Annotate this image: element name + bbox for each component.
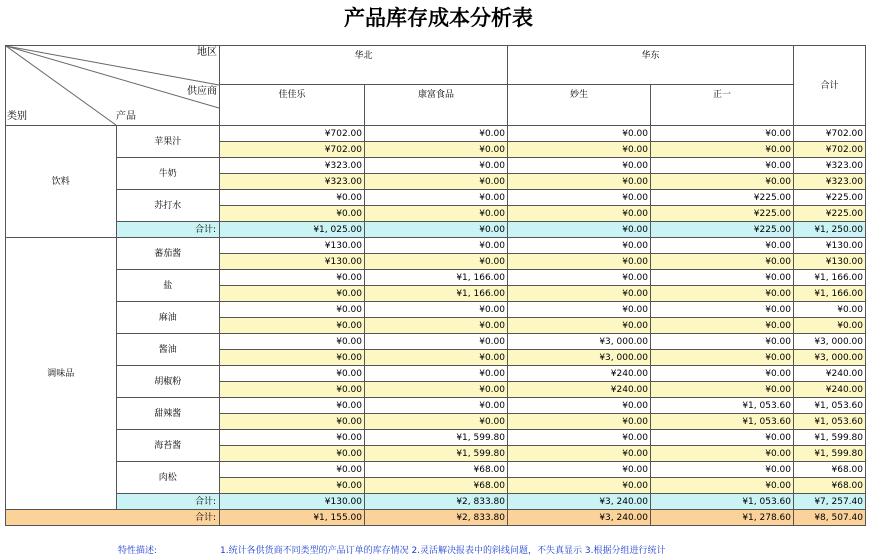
value-cell: ¥0.00 bbox=[220, 382, 365, 398]
value-cell: ¥0.00 bbox=[365, 142, 508, 158]
product-cell: 苏打水 bbox=[116, 190, 219, 222]
value-cell: ¥0.00 bbox=[651, 462, 794, 478]
notes-label: 特性描述: bbox=[118, 546, 158, 556]
inventory-cost-table bbox=[5, 45, 866, 526]
subtotal-value: ¥1, 053.60 bbox=[651, 494, 794, 510]
value-cell: ¥0.00 bbox=[508, 478, 651, 494]
product-cell: 胡椒粉 bbox=[116, 366, 219, 398]
table-row bbox=[6, 430, 866, 446]
table-row bbox=[6, 126, 866, 142]
value-cell: ¥3, 000.00 bbox=[508, 334, 651, 350]
table-row bbox=[6, 238, 866, 254]
subtotal-row bbox=[6, 222, 866, 238]
value-cell: ¥0.00 bbox=[365, 414, 508, 430]
value-cell: ¥0.00 bbox=[651, 142, 794, 158]
table-row bbox=[6, 366, 866, 382]
value-cell: ¥1, 053.60 bbox=[794, 414, 866, 430]
value-cell: ¥0.00 bbox=[220, 398, 365, 414]
product-cell: 麻油 bbox=[116, 302, 219, 334]
value-cell: ¥1, 053.60 bbox=[651, 398, 794, 414]
value-cell: ¥130.00 bbox=[794, 254, 866, 270]
value-cell: ¥0.00 bbox=[508, 126, 651, 142]
value-cell: ¥68.00 bbox=[365, 478, 508, 494]
value-cell: ¥225.00 bbox=[651, 206, 794, 222]
value-cell: ¥1, 599.80 bbox=[794, 446, 866, 462]
supplier-header: 正一 bbox=[651, 85, 794, 126]
corner-supplier-label: 供应商 bbox=[187, 86, 217, 97]
value-cell: ¥0.00 bbox=[651, 286, 794, 302]
value-cell: ¥240.00 bbox=[794, 366, 866, 382]
grand-total-value: ¥3, 240.00 bbox=[508, 510, 651, 526]
table-row bbox=[6, 334, 866, 350]
value-cell: ¥0.00 bbox=[365, 254, 508, 270]
value-cell: ¥3, 000.00 bbox=[794, 350, 866, 366]
value-cell: ¥0.00 bbox=[651, 350, 794, 366]
category-cell: 调味品 bbox=[6, 238, 117, 510]
value-cell: ¥1, 599.80 bbox=[794, 430, 866, 446]
table-row bbox=[6, 270, 866, 286]
notes-text: 1.统计各供货商不同类型的产品订单的库存情况 2.灵活解决报表中的斜线问题，不失真显示 3.根据分组进行统计 bbox=[220, 546, 666, 556]
value-cell: ¥0.00 bbox=[365, 158, 508, 174]
subtotal-value: ¥3, 240.00 bbox=[508, 494, 651, 510]
subtotal-label: 合计: bbox=[116, 222, 219, 238]
product-cell: 苹果汁 bbox=[116, 126, 219, 158]
value-cell: ¥1, 053.60 bbox=[794, 398, 866, 414]
value-cell: ¥0.00 bbox=[651, 302, 794, 318]
value-cell: ¥68.00 bbox=[794, 478, 866, 494]
value-cell: ¥0.00 bbox=[651, 318, 794, 334]
value-cell: ¥0.00 bbox=[220, 334, 365, 350]
value-cell: ¥1, 599.80 bbox=[365, 430, 508, 446]
value-cell: ¥0.00 bbox=[508, 254, 651, 270]
product-cell: 海苔酱 bbox=[116, 430, 219, 462]
value-cell: ¥0.00 bbox=[220, 206, 365, 222]
value-cell: ¥3, 000.00 bbox=[508, 350, 651, 366]
value-cell: ¥1, 166.00 bbox=[794, 286, 866, 302]
value-cell: ¥0.00 bbox=[365, 190, 508, 206]
value-cell: ¥0.00 bbox=[220, 462, 365, 478]
grand-total-row bbox=[6, 510, 866, 526]
value-cell: ¥0.00 bbox=[651, 126, 794, 142]
value-cell: ¥240.00 bbox=[794, 382, 866, 398]
supplier-header: 康富食品 bbox=[365, 85, 508, 126]
table-row bbox=[6, 190, 866, 206]
value-cell: ¥1, 599.80 bbox=[365, 446, 508, 462]
diagonal-header-cell bbox=[6, 46, 220, 126]
corner-product-label: 产品 bbox=[116, 111, 136, 122]
report-title: 产品库存成本分析表 bbox=[344, 5, 533, 30]
supplier-header: 佳佳乐 bbox=[220, 85, 365, 126]
value-cell: ¥0.00 bbox=[365, 334, 508, 350]
value-cell: ¥702.00 bbox=[220, 126, 365, 142]
value-cell: ¥0.00 bbox=[651, 382, 794, 398]
value-cell: ¥0.00 bbox=[220, 478, 365, 494]
value-cell: ¥0.00 bbox=[508, 318, 651, 334]
value-cell: ¥225.00 bbox=[794, 206, 866, 222]
value-cell: ¥225.00 bbox=[651, 190, 794, 206]
value-cell: ¥0.00 bbox=[220, 270, 365, 286]
value-cell: ¥0.00 bbox=[651, 430, 794, 446]
product-cell: 甜辣酱 bbox=[116, 398, 219, 430]
table-row bbox=[6, 398, 866, 414]
value-cell: ¥0.00 bbox=[651, 174, 794, 190]
value-cell: ¥130.00 bbox=[220, 254, 365, 270]
supplier-header: 妙生 bbox=[508, 85, 651, 126]
table-row bbox=[6, 302, 866, 318]
value-cell: ¥0.00 bbox=[508, 398, 651, 414]
subtotal-value: ¥0.00 bbox=[365, 222, 508, 238]
grand-total-value: ¥1, 278.60 bbox=[651, 510, 794, 526]
table-row bbox=[6, 462, 866, 478]
value-cell: ¥323.00 bbox=[220, 174, 365, 190]
value-cell: ¥225.00 bbox=[794, 190, 866, 206]
subtotal-row bbox=[6, 494, 866, 510]
value-cell: ¥0.00 bbox=[508, 462, 651, 478]
total-column-header: 合计 bbox=[794, 46, 866, 126]
value-cell: ¥702.00 bbox=[220, 142, 365, 158]
product-cell: 盐 bbox=[116, 270, 219, 302]
grand-total-label: 合计: bbox=[6, 510, 220, 526]
value-cell: ¥0.00 bbox=[365, 350, 508, 366]
value-cell: ¥0.00 bbox=[651, 366, 794, 382]
value-cell: ¥0.00 bbox=[508, 446, 651, 462]
subtotal-value: ¥1, 250.00 bbox=[794, 222, 866, 238]
value-cell: ¥0.00 bbox=[220, 190, 365, 206]
subtotal-value: ¥130.00 bbox=[220, 494, 365, 510]
value-cell: ¥0.00 bbox=[508, 270, 651, 286]
corner-category-label: 类别 bbox=[7, 111, 27, 122]
value-cell: ¥0.00 bbox=[508, 302, 651, 318]
value-cell: ¥68.00 bbox=[794, 462, 866, 478]
region-header-east: 华东 bbox=[508, 46, 794, 85]
value-cell: ¥0.00 bbox=[508, 174, 651, 190]
value-cell: ¥0.00 bbox=[220, 414, 365, 430]
value-cell: ¥0.00 bbox=[651, 270, 794, 286]
corner-region-label: 地区 bbox=[197, 47, 217, 58]
region-header-north: 华北 bbox=[220, 46, 508, 85]
table-row bbox=[6, 158, 866, 174]
subtotal-value: ¥2, 833.80 bbox=[365, 494, 508, 510]
product-cell: 肉松 bbox=[116, 462, 219, 494]
value-cell: ¥0.00 bbox=[365, 126, 508, 142]
value-cell: ¥0.00 bbox=[508, 238, 651, 254]
subtotal-value: ¥7, 257.40 bbox=[794, 494, 866, 510]
grand-total-value: ¥2, 833.80 bbox=[365, 510, 508, 526]
value-cell: ¥1, 166.00 bbox=[794, 270, 866, 286]
value-cell: ¥0.00 bbox=[220, 302, 365, 318]
value-cell: ¥0.00 bbox=[220, 446, 365, 462]
product-cell: 牛奶 bbox=[116, 158, 219, 190]
value-cell: ¥0.00 bbox=[365, 302, 508, 318]
value-cell: ¥0.00 bbox=[508, 206, 651, 222]
value-cell: ¥240.00 bbox=[508, 366, 651, 382]
value-cell: ¥0.00 bbox=[508, 414, 651, 430]
value-cell: ¥323.00 bbox=[794, 158, 866, 174]
value-cell: ¥0.00 bbox=[508, 430, 651, 446]
value-cell: ¥130.00 bbox=[220, 238, 365, 254]
value-cell: ¥0.00 bbox=[220, 318, 365, 334]
value-cell: ¥0.00 bbox=[651, 254, 794, 270]
value-cell: ¥323.00 bbox=[220, 158, 365, 174]
value-cell: ¥68.00 bbox=[365, 462, 508, 478]
value-cell: ¥0.00 bbox=[508, 158, 651, 174]
value-cell: ¥0.00 bbox=[508, 286, 651, 302]
value-cell: ¥0.00 bbox=[365, 174, 508, 190]
value-cell: ¥240.00 bbox=[508, 382, 651, 398]
value-cell: ¥0.00 bbox=[220, 430, 365, 446]
subtotal-value: ¥225.00 bbox=[651, 222, 794, 238]
grand-total-value: ¥1, 155.00 bbox=[220, 510, 365, 526]
value-cell: ¥702.00 bbox=[794, 142, 866, 158]
value-cell: ¥0.00 bbox=[365, 238, 508, 254]
value-cell: ¥0.00 bbox=[365, 398, 508, 414]
value-cell: ¥0.00 bbox=[220, 366, 365, 382]
value-cell: ¥0.00 bbox=[365, 366, 508, 382]
product-cell: 酱油 bbox=[116, 334, 219, 366]
value-cell: ¥0.00 bbox=[651, 158, 794, 174]
value-cell: ¥1, 166.00 bbox=[365, 270, 508, 286]
subtotal-label: 合计: bbox=[116, 494, 219, 510]
value-cell: ¥0.00 bbox=[365, 318, 508, 334]
subtotal-value: ¥1, 025.00 bbox=[220, 222, 365, 238]
value-cell: ¥0.00 bbox=[365, 206, 508, 222]
value-cell: ¥0.00 bbox=[794, 318, 866, 334]
value-cell: ¥1, 053.60 bbox=[651, 414, 794, 430]
value-cell: ¥702.00 bbox=[794, 126, 866, 142]
value-cell: ¥0.00 bbox=[508, 142, 651, 158]
value-cell: ¥0.00 bbox=[220, 286, 365, 302]
value-cell: ¥0.00 bbox=[651, 478, 794, 494]
value-cell: ¥130.00 bbox=[794, 238, 866, 254]
value-cell: ¥0.00 bbox=[651, 334, 794, 350]
grand-total-value: ¥8, 507.40 bbox=[794, 510, 866, 526]
value-cell: ¥0.00 bbox=[365, 382, 508, 398]
value-cell: ¥0.00 bbox=[651, 446, 794, 462]
subtotal-value: ¥0.00 bbox=[508, 222, 651, 238]
value-cell: ¥0.00 bbox=[651, 238, 794, 254]
value-cell: ¥3, 000.00 bbox=[794, 334, 866, 350]
value-cell: ¥323.00 bbox=[794, 174, 866, 190]
value-cell: ¥0.00 bbox=[794, 302, 866, 318]
value-cell: ¥0.00 bbox=[508, 190, 651, 206]
value-cell: ¥0.00 bbox=[220, 350, 365, 366]
category-cell: 饮料 bbox=[6, 126, 117, 238]
value-cell: ¥1, 166.00 bbox=[365, 286, 508, 302]
product-cell: 蕃茄酱 bbox=[116, 238, 219, 270]
